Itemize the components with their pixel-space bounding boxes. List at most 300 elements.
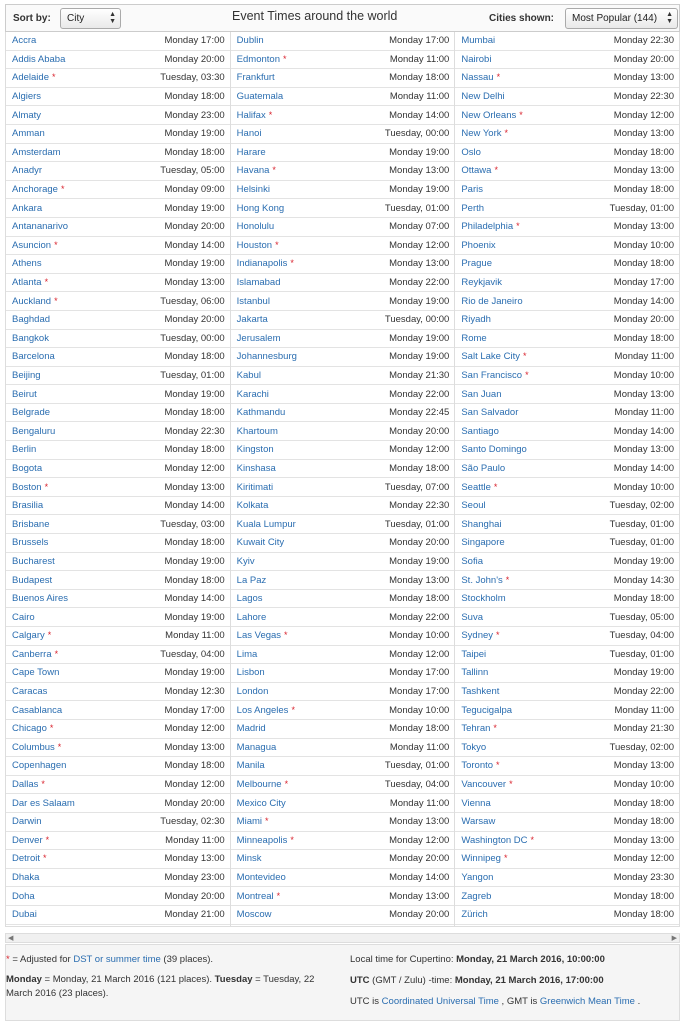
table-row <box>231 646 455 665</box>
city-link[interactable]: Tallinn <box>461 667 489 679</box>
city-link[interactable]: Ottawa <box>461 165 492 177</box>
utc-link[interactable]: Coordinated Universal Time <box>381 996 499 1007</box>
table-row <box>455 181 679 200</box>
city-link[interactable]: Anchorage <box>12 184 58 196</box>
event-time: Tuesday, 02:00 <box>609 741 675 753</box>
city-link[interactable]: Vancouver <box>461 779 507 791</box>
table-row <box>231 274 455 293</box>
city-link[interactable]: Kabul <box>236 369 261 381</box>
city-link[interactable]: Caracas <box>12 686 48 698</box>
event-time: Tuesday, 02:00 <box>609 500 675 512</box>
city-link[interactable]: Brussels <box>12 537 49 549</box>
city-link[interactable]: Lagos <box>236 593 263 605</box>
city-link[interactable]: Dhaka <box>12 872 40 884</box>
dst-marker: * <box>57 741 62 752</box>
day-key-note <box>6 973 341 1001</box>
event-time: Monday 12:00 <box>389 444 450 456</box>
city-link[interactable]: Winnipeg <box>461 853 501 865</box>
city-link[interactable]: Melbourne <box>236 779 282 791</box>
city-link[interactable]: Istanbul <box>236 295 270 307</box>
city-link[interactable]: Dallas <box>12 779 39 791</box>
city-link[interactable]: Mumbai <box>461 35 496 47</box>
triangle-right-icon[interactable]: ▶ <box>671 935 677 942</box>
event-time: Monday 10:00 <box>613 779 675 791</box>
city-link[interactable]: Guatemala <box>236 91 284 103</box>
table-row <box>455 404 679 423</box>
city-link[interactable]: Doha <box>12 890 35 902</box>
city-cell <box>237 891 280 902</box>
city-link[interactable]: Las Vegas <box>236 630 282 642</box>
city-link[interactable]: Buenos Aires <box>12 593 68 605</box>
city-cell <box>237 407 286 418</box>
city-cell <box>461 240 495 251</box>
table-row <box>6 813 230 832</box>
table-row <box>231 906 455 925</box>
event-time: Tuesday, 05:00 <box>160 165 225 177</box>
dst-link[interactable]: DST or summer time <box>73 954 161 965</box>
city-link[interactable]: Prague <box>461 258 492 270</box>
table-row <box>455 348 679 367</box>
city-cell <box>461 593 505 604</box>
city-link[interactable]: Houston <box>236 239 273 251</box>
city-link[interactable]: Kathmandu <box>236 407 286 419</box>
dst-marker: * <box>503 853 508 864</box>
city-link[interactable]: Minneapolis <box>236 834 288 846</box>
city-link[interactable]: New Delhi <box>461 91 505 103</box>
city-link[interactable]: Yangon <box>461 872 494 884</box>
city-cell <box>461 351 526 362</box>
city-link[interactable]: San Juan <box>461 388 502 400</box>
city-link[interactable]: Antananarivo <box>12 221 68 233</box>
dst-marker: * <box>60 184 65 195</box>
city-link[interactable]: Johannesburg <box>236 351 297 363</box>
city-link[interactable]: Addis Ababa <box>12 53 66 65</box>
city-cell <box>237 779 288 790</box>
table-row <box>455 664 679 683</box>
city-cell <box>237 240 279 251</box>
city-link[interactable]: New York <box>461 128 502 140</box>
city-link[interactable]: Brasilia <box>12 500 44 512</box>
city-link[interactable]: Dar es Salaam <box>12 797 75 809</box>
city-cell <box>237 221 275 232</box>
table-row <box>455 534 679 553</box>
event-time: Monday 19:00 <box>389 555 450 567</box>
city-cell <box>12 630 51 641</box>
gmt-link[interactable]: Greenwich Mean Time <box>539 996 635 1007</box>
city-link[interactable]: Perth <box>461 202 485 214</box>
city-cell <box>12 853 47 864</box>
city-link[interactable]: Ankara <box>12 202 43 214</box>
city-link[interactable]: Hong Kong <box>236 202 285 214</box>
city-link[interactable]: Jerusalem <box>236 332 281 344</box>
city-link[interactable]: Warsaw <box>461 816 496 828</box>
city-link[interactable]: Rome <box>461 332 487 344</box>
event-time: Monday 13:00 <box>389 816 450 828</box>
table-row <box>455 720 679 739</box>
event-time: Monday 18:00 <box>613 816 675 828</box>
city-link[interactable]: Sydney <box>461 630 494 642</box>
table-row <box>455 32 679 51</box>
city-link[interactable]: Denver <box>12 834 43 846</box>
city-link[interactable]: Zagreb <box>461 890 492 902</box>
dst-marker: * <box>45 834 50 845</box>
table-row <box>231 51 455 70</box>
city-link[interactable]: Montreal <box>236 890 274 902</box>
event-time: Monday 18:00 <box>613 909 675 921</box>
dst-note <box>6 953 341 967</box>
table-row <box>231 553 455 572</box>
city-link[interactable]: Suva <box>461 611 483 623</box>
city-link[interactable]: Chicago <box>12 723 47 735</box>
dst-marker: * <box>282 53 287 64</box>
city-link[interactable]: Singapore <box>461 537 505 549</box>
city-link[interactable]: Accra <box>12 35 37 47</box>
city-link[interactable]: Toronto <box>461 760 494 772</box>
city-cell <box>237 389 269 400</box>
city-link[interactable]: Tegucigalpa <box>461 704 513 716</box>
table-row <box>455 199 679 218</box>
city-link[interactable]: Tokyo <box>461 741 487 753</box>
city-cell <box>12 426 55 437</box>
event-time: Monday 13:00 <box>389 890 450 902</box>
city-link[interactable]: Taipei <box>461 648 487 660</box>
dst-marker: * <box>284 630 288 641</box>
table-row <box>455 515 679 534</box>
table-row <box>6 162 230 181</box>
city-link[interactable]: Lima <box>236 648 258 660</box>
city-link[interactable]: Seoul <box>461 500 486 512</box>
city-link[interactable]: Mexico City <box>236 797 286 809</box>
city-link[interactable]: Atlanta <box>12 277 42 289</box>
city-link[interactable]: Minsk <box>236 853 262 865</box>
city-link[interactable]: Kyiv <box>236 555 255 567</box>
city-cell <box>237 165 276 176</box>
city-link[interactable]: Zürich <box>461 909 488 921</box>
event-time: Monday 13:00 <box>613 165 675 177</box>
city-cell <box>12 296 58 307</box>
city-link[interactable]: Madrid <box>236 723 266 735</box>
table-row <box>231 590 455 609</box>
city-link[interactable]: Bucharest <box>12 555 55 567</box>
city-cell <box>12 444 36 455</box>
city-cell <box>237 296 270 307</box>
city-link[interactable]: Baghdad <box>12 314 51 326</box>
city-link[interactable]: Phoenix <box>461 239 496 251</box>
city-link[interactable]: Casablanca <box>12 704 63 716</box>
city-link[interactable]: São Paulo <box>461 462 506 474</box>
city-cell <box>461 612 483 623</box>
city-link[interactable]: Algiers <box>12 91 42 103</box>
city-link[interactable]: Dublin <box>236 35 264 47</box>
city-link[interactable]: Santo Domingo <box>461 444 527 456</box>
city-link[interactable]: Columbus <box>12 741 55 753</box>
table-row <box>455 906 679 925</box>
city-link[interactable]: Shanghai <box>461 518 502 530</box>
table-row <box>231 348 455 367</box>
horizontal-scrollbar[interactable] <box>5 933 680 943</box>
table-row <box>455 144 679 163</box>
city-link[interactable]: Cape Town <box>12 667 60 679</box>
table-row <box>455 627 679 646</box>
city-link[interactable]: Edmonton <box>236 53 280 65</box>
city-cell <box>461 519 501 530</box>
event-time: Monday 22:45 <box>389 407 450 419</box>
dst-marker: * <box>530 834 535 845</box>
dst-marker: * <box>493 723 497 734</box>
city-cell <box>12 593 68 604</box>
table-row <box>6 794 230 813</box>
city-cell <box>237 667 265 678</box>
city-cell <box>12 463 42 474</box>
dst-marker: * <box>44 481 49 492</box>
city-link[interactable]: Paris <box>461 184 483 196</box>
city-link[interactable]: Santiago <box>461 425 499 437</box>
dst-marker: * <box>276 890 281 901</box>
city-link[interactable]: Indianapolis <box>236 258 288 270</box>
event-time: Monday 12:00 <box>613 853 675 865</box>
city-cell <box>12 742 61 753</box>
city-link[interactable]: Copenhagen <box>12 760 67 772</box>
event-time: Monday 14:00 <box>613 295 675 307</box>
city-link[interactable]: Brisbane <box>12 518 50 530</box>
city-cell <box>12 407 50 418</box>
dst-marker: * <box>54 239 58 250</box>
city-link[interactable]: San Salvador <box>461 407 519 419</box>
sort-select[interactable] <box>60 8 121 29</box>
city-cell <box>12 128 45 139</box>
event-time: Tuesday, 01:00 <box>384 202 450 214</box>
city-link[interactable]: Adelaide <box>12 72 49 84</box>
city-link[interactable]: Almaty <box>12 109 42 121</box>
city-cell <box>12 798 75 809</box>
city-link[interactable]: Halifax <box>236 109 266 121</box>
event-time: Tuesday, 01:00 <box>160 369 225 381</box>
city-link[interactable]: Vienna <box>461 797 491 809</box>
city-link[interactable]: Calgary <box>12 630 45 642</box>
city-link[interactable]: Bangkok <box>12 332 49 344</box>
city-link[interactable]: Kiritimati <box>236 481 274 493</box>
table-row <box>231 664 455 683</box>
city-link[interactable]: Rio de Janeiro <box>461 295 523 307</box>
table-row <box>231 757 455 776</box>
event-time: Tuesday, 03:00 <box>160 518 225 530</box>
table-row <box>6 385 230 404</box>
city-link[interactable]: New Orleans <box>461 109 517 121</box>
table-row <box>455 701 679 720</box>
city-link[interactable]: Lisbon <box>236 667 265 679</box>
city-cell <box>461 147 481 158</box>
event-time: Monday 12:00 <box>164 723 225 735</box>
city-cell <box>237 426 278 437</box>
city-link[interactable]: Honolulu <box>236 221 275 233</box>
city-link[interactable]: Bengaluru <box>12 425 56 437</box>
city-cell <box>461 72 500 83</box>
city-link[interactable]: Managua <box>236 741 277 753</box>
city-cell <box>12 705 62 716</box>
city-link[interactable]: Asuncion <box>12 239 52 251</box>
city-link[interactable]: Beirut <box>12 388 37 400</box>
table-row <box>231 776 455 795</box>
city-link[interactable]: St. John's <box>461 574 503 586</box>
city-link[interactable]: Amsterdam <box>12 146 61 158</box>
city-link[interactable]: London <box>236 686 269 698</box>
city-link[interactable]: Kingston <box>236 444 274 456</box>
event-time: Monday 14:30 <box>613 574 675 586</box>
city-link[interactable]: Riyadh <box>461 314 491 326</box>
city-link[interactable]: Islamabad <box>236 277 281 289</box>
city-link[interactable]: Reykjavik <box>461 277 502 289</box>
city-link[interactable]: Berlin <box>12 444 37 456</box>
city-link[interactable]: Athens <box>12 258 42 270</box>
dst-marker: * <box>272 165 276 176</box>
event-time: Monday 20:00 <box>164 314 225 326</box>
city-link[interactable]: Bogota <box>12 462 43 474</box>
table-row <box>231 330 455 349</box>
city-cell <box>12 54 65 65</box>
city-link[interactable]: Amman <box>12 128 45 140</box>
city-cell <box>461 556 483 567</box>
city-link[interactable]: Stockholm <box>461 593 506 605</box>
city-link[interactable]: Jakarta <box>236 314 268 326</box>
dst-marker: * <box>494 165 498 176</box>
city-cell <box>237 444 274 455</box>
event-time: Monday 18:00 <box>613 258 675 270</box>
table-row <box>6 404 230 423</box>
dst-marker: * <box>47 630 52 641</box>
city-link[interactable]: Canberra <box>12 648 52 660</box>
city-link[interactable]: Anadyr <box>12 165 43 177</box>
event-time: Monday 13:00 <box>613 834 675 846</box>
city-cell <box>12 891 35 902</box>
event-time: Monday 12:00 <box>164 462 225 474</box>
city-cell <box>12 389 37 400</box>
city-link[interactable]: Kuwait City <box>236 537 285 549</box>
city-link[interactable]: Boston <box>12 481 42 493</box>
event-time: Monday 22:30 <box>613 35 675 47</box>
event-time: Monday 11:00 <box>614 407 675 419</box>
event-time: Monday 11:00 <box>389 797 450 809</box>
table-row <box>231 813 455 832</box>
city-link[interactable]: Tashkent <box>461 686 500 698</box>
city-link[interactable]: Budapest <box>12 574 53 586</box>
table-row <box>231 515 455 534</box>
table-row <box>455 646 679 665</box>
city-cell <box>12 258 42 269</box>
table-row <box>455 69 679 88</box>
gmt-is-text: , GMT is <box>498 996 540 1007</box>
table-row <box>6 776 230 795</box>
city-cell <box>237 593 263 604</box>
city-link[interactable]: Barcelona <box>12 351 55 363</box>
table-row <box>6 534 230 553</box>
city-link[interactable]: Los Angeles <box>236 704 289 716</box>
city-link[interactable]: Cairo <box>12 611 35 623</box>
event-time: Monday 10:00 <box>389 704 450 716</box>
table-row <box>6 292 230 311</box>
table-row <box>231 608 455 627</box>
triangle-left-icon[interactable]: ◀ <box>8 935 14 942</box>
dst-marker: * <box>290 834 294 845</box>
city-cell <box>12 72 56 83</box>
city-link[interactable]: Nassau <box>461 72 494 84</box>
city-link[interactable]: Kinshasa <box>236 462 276 474</box>
event-time: Monday 18:00 <box>613 593 675 605</box>
city-link[interactable]: Sofia <box>461 555 483 567</box>
table-row <box>455 237 679 256</box>
city-link[interactable]: Khartoum <box>236 425 278 437</box>
city-link[interactable]: Salt Lake City <box>461 351 520 363</box>
city-link[interactable]: Tehran <box>461 723 491 735</box>
city-link[interactable]: Detroit <box>12 853 40 865</box>
city-link[interactable]: Frankfurt <box>236 72 275 84</box>
monday-key: Monday <box>6 974 42 985</box>
event-time: Monday 12:00 <box>389 648 450 660</box>
event-time: Monday 19:00 <box>164 258 225 270</box>
city-cell <box>461 872 493 883</box>
city-link[interactable]: Harare <box>236 146 266 158</box>
dst-marker: * <box>519 109 523 120</box>
dst-marker: * <box>493 481 498 492</box>
event-time: Monday 19:00 <box>389 351 450 363</box>
table-row <box>6 32 230 51</box>
city-link[interactable]: Beijing <box>12 369 41 381</box>
updown-chevron-icon: ▲ ▼ <box>666 11 673 25</box>
city-link[interactable]: Seattle <box>461 481 491 493</box>
city-link[interactable]: Auckland <box>12 295 52 307</box>
city-link[interactable]: Washington DC <box>461 834 528 846</box>
event-times-table <box>5 32 680 927</box>
city-link[interactable]: Darwin <box>12 816 42 828</box>
city-link[interactable]: Moscow <box>236 909 272 921</box>
city-link[interactable]: Lahore <box>236 611 267 623</box>
city-link[interactable]: Miami <box>236 816 263 828</box>
city-cell <box>461 909 487 920</box>
city-link[interactable]: Oslo <box>461 146 481 158</box>
city-cell <box>12 314 50 325</box>
event-time: Monday 22:30 <box>389 500 450 512</box>
event-time: Tuesday, 01:00 <box>384 760 450 772</box>
table-row <box>6 460 230 479</box>
city-link[interactable]: Philadelphia <box>461 221 514 233</box>
city-link[interactable]: Montevideo <box>236 872 286 884</box>
city-link[interactable]: La Paz <box>236 574 267 586</box>
city-link[interactable]: Kolkata <box>236 500 269 512</box>
city-link[interactable]: Manila <box>236 760 265 772</box>
city-link[interactable]: Kuala Lumpur <box>236 518 296 530</box>
city-link[interactable]: Helsinki <box>236 184 270 196</box>
city-cell <box>12 779 45 790</box>
table-row <box>6 571 230 590</box>
city-cell <box>237 872 286 883</box>
city-cell <box>461 482 497 493</box>
city-link[interactable]: Dubai <box>12 909 37 921</box>
city-link[interactable]: Hanoi <box>236 128 262 140</box>
city-cell <box>12 519 50 530</box>
city-link[interactable]: Nairobi <box>461 53 492 65</box>
table-row <box>231 311 455 330</box>
city-link[interactable]: Havana <box>236 165 270 177</box>
cities-shown-select[interactable] <box>565 8 678 29</box>
city-link[interactable]: San Francisco <box>461 369 523 381</box>
city-link[interactable]: Karachi <box>236 388 269 400</box>
table-row <box>455 813 679 832</box>
city-link[interactable]: Belgrade <box>12 407 51 419</box>
city-cell <box>12 370 41 381</box>
dst-marker: * <box>291 704 295 715</box>
event-time: Tuesday, 03:30 <box>160 72 225 84</box>
dst-marker: * <box>54 295 58 306</box>
city-cell <box>461 891 491 902</box>
